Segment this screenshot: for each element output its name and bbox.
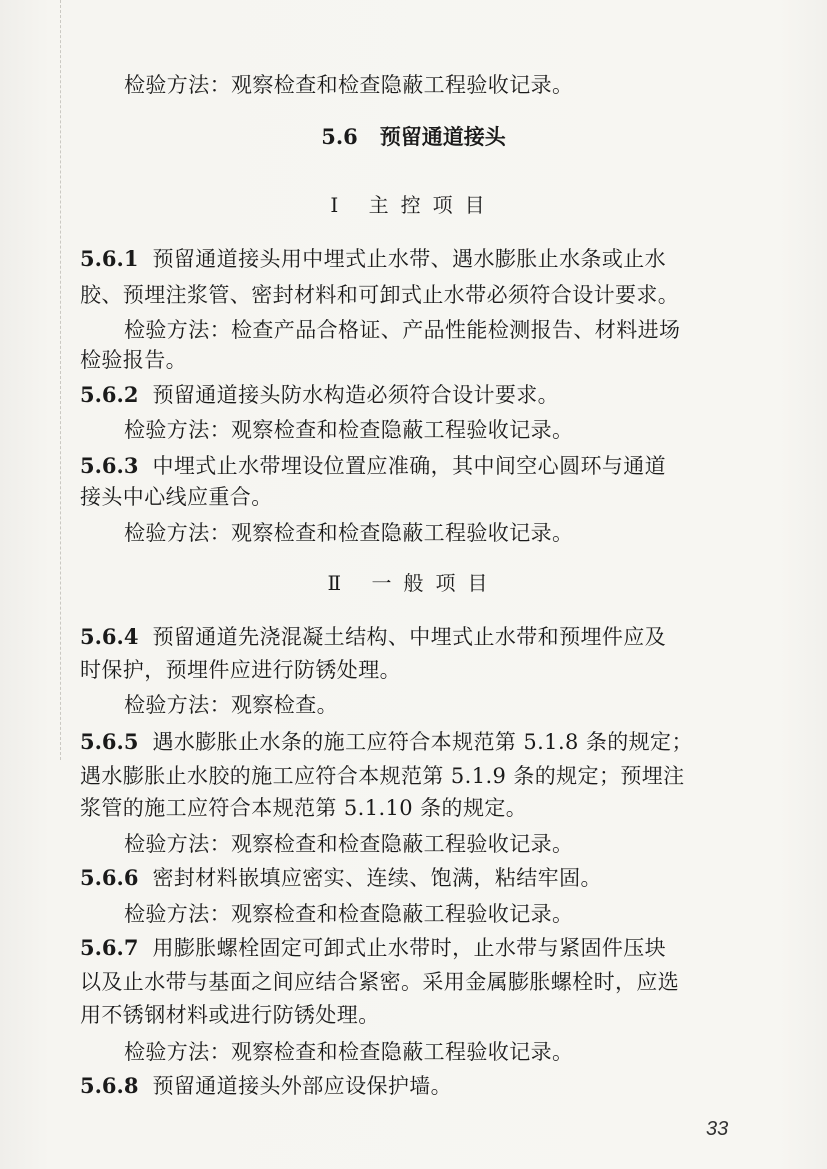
subsection-roman: Ⅰ [330,193,351,217]
clause-line: 用不锈钢材料或进行防锈处理。 [80,1003,380,1027]
page-number: 33 [706,1118,729,1140]
clause-line: 浆管的施工应符合本规范第 5.1.10 条的规定。 [80,796,528,820]
inspection-method: 检验方法：观察检查和检查隐蔽工程验收记录。 [124,521,574,545]
inspection-method: 检验方法：观察检查。 [124,693,338,717]
clause-number: 5.6.3 [80,453,139,478]
clause-line: 遇水膨胀止水胶的施工应符合本规范第 5.1.9 条的规定；预埋注 [80,764,685,788]
subsection-heading-main [0,190,827,220]
clause-number: 5.6.1 [80,246,139,271]
clause-line [80,380,750,410]
clause-number: 5.6.4 [80,624,139,649]
clause-line [80,451,750,481]
clause-line: 胶、预埋注浆管、密封材料和可卸式止水带必须符合设计要求。 [80,283,680,307]
section-title: 预留通道接头 [379,124,506,149]
clause-line [80,727,750,757]
inspection-method: 检验方法：观察检查和检查隐蔽工程验收记录。 [124,832,574,856]
clause-text: 用膨胀螺栓固定可卸式止水带时，止水带与紧固件压块 [152,936,667,960]
clause-number: 5.6.7 [80,935,139,960]
inspection-method: 检验方法：检查产品合格证、产品性能检测报告、材料进场 [124,318,681,342]
binding-edge [60,0,62,760]
clause-text: 中埋式止水带埋设位置应准确，其中间空心圆环与通道 [152,454,667,478]
clause-text: 预留通道接头用中埋式止水带、遇水膨胀止水条或止水 [152,247,667,271]
inspection-method: 检验方法：观察检查和检查隐蔽工程验收记录。 [124,1040,574,1064]
clause-text: 预留通道接头外部应设保护墙。 [152,1074,453,1098]
inspection-method: 检验方法：观察检查和检查隐蔽工程验收记录。 [124,418,574,442]
inspection-method: 检验方法：观察检查和检查隐蔽工程验收记录。 [124,902,574,926]
clause-text: 预留通道先浇混凝土结构、中埋式止水带和预埋件应及 [152,625,667,649]
clause-text: 预留通道接头防水构造必须符合设计要求。 [152,383,560,407]
subsection-roman: Ⅱ [327,571,354,595]
subsection-heading-general [0,568,827,598]
clause-line [80,622,750,652]
clause-line: 接头中心线应重合。 [80,485,273,509]
clause-number: 5.6.5 [80,729,139,754]
clause-text: 密封材料嵌填应密实、连续、饱满，粘结牢固。 [152,866,602,890]
clause-line: 时保护，预埋件应进行防锈处理。 [80,658,401,682]
clause-line: 以及止水带与基面之间应结合紧密。采用金属膨胀螺栓时，应选 [80,970,680,994]
section-number: 5.6 [321,124,358,149]
inspection-method: 检验报告。 [80,348,187,372]
clause-number: 5.6.2 [80,382,139,407]
clause-line [80,933,750,963]
clause-number: 5.6.6 [80,865,139,890]
clause-line [80,863,750,893]
clause-line [80,1071,750,1101]
subsection-title: 主控项目 [368,193,497,217]
clause-number: 5.6.8 [80,1073,139,1098]
inspection-method: 检验方法：观察检查和检查隐蔽工程验收记录。 [124,73,574,97]
clause-text: 遇水膨胀止水条的施工应符合本规范第 5.1.8 条的规定； [152,730,693,754]
section-heading [0,122,827,152]
subsection-title: 一般项目 [371,571,500,595]
clause-line [80,244,750,274]
